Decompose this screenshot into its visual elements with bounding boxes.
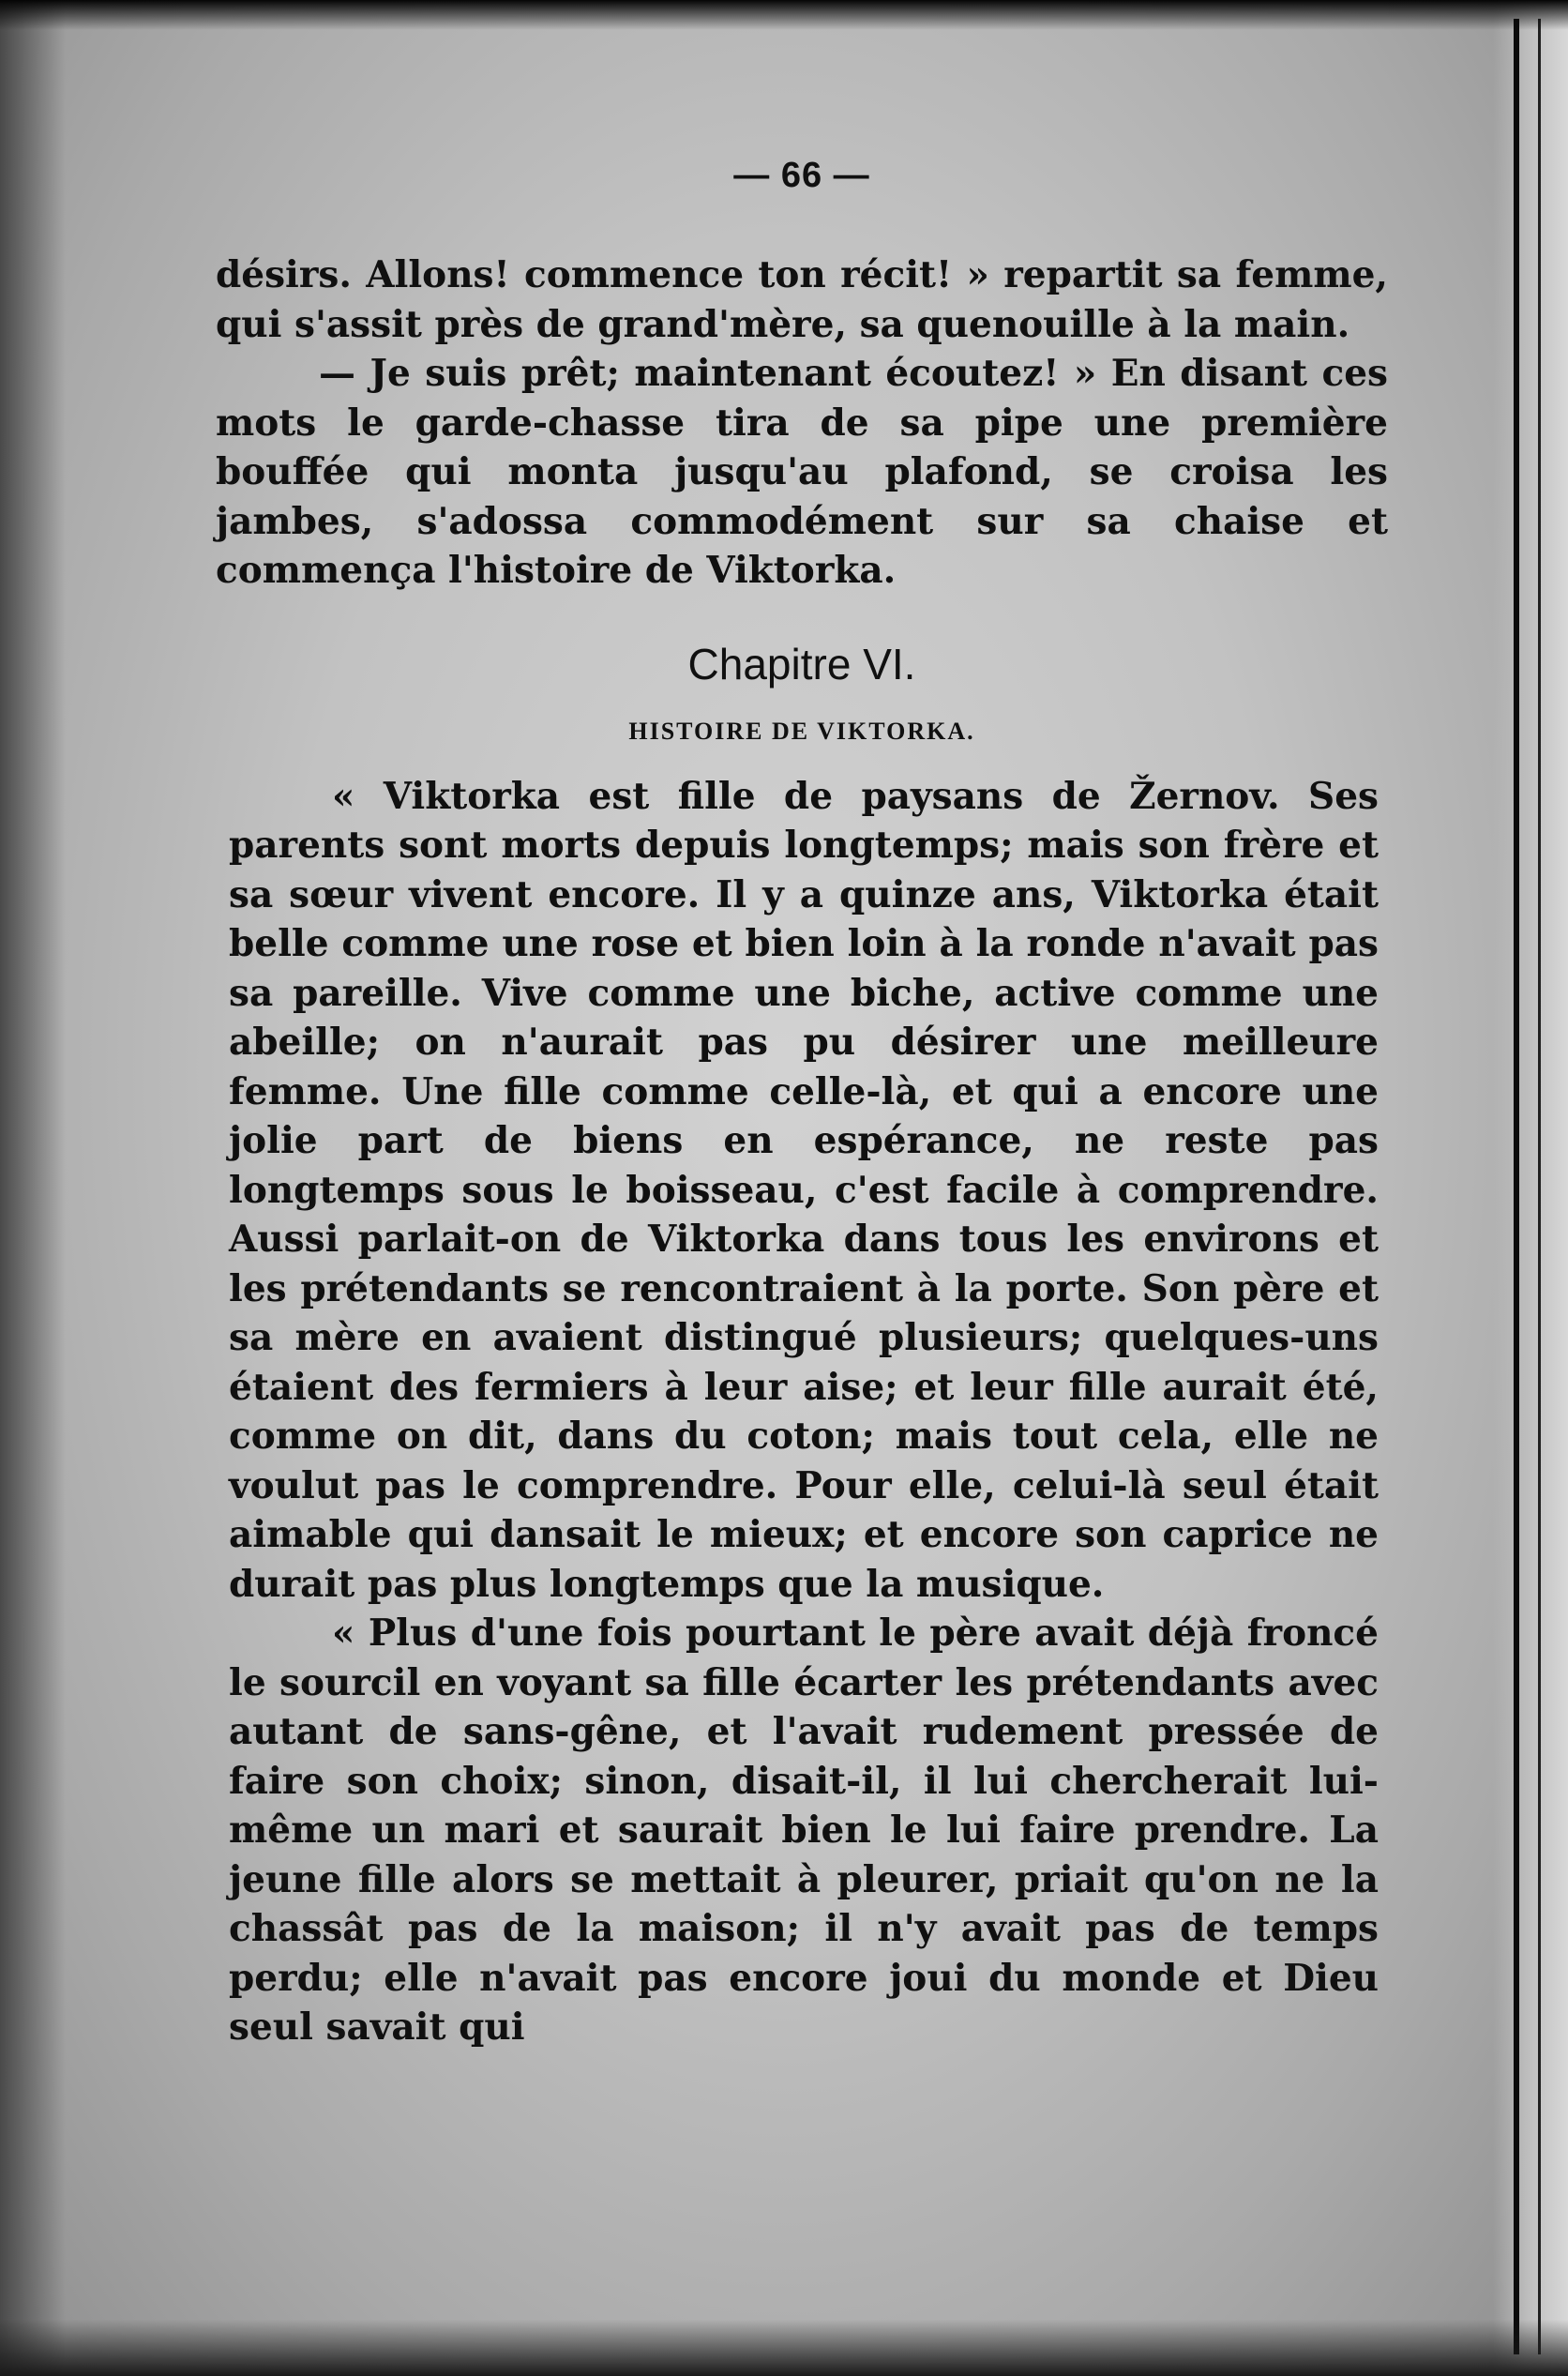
dialogue-paragraph: — Je suis prêt; maintenant écoutez! » En disant ces mots le garde-chasse tira de sa pipe une première bouffée qui monta jusqu'au plafond, se croisa les jambes, s'adossa commodément sur sa chaise et commença l'histoire de Viktorka. [216, 352, 1388, 592]
binding-edge-line [1514, 19, 1519, 2354]
binding-edge-line-thin [1538, 19, 1541, 2354]
page-shadow-left [0, 0, 66, 2376]
page-number: — 66 — [733, 156, 870, 195]
story-body [216, 772, 1379, 2052]
scan-border-top [0, 0, 1568, 30]
scan-border-bottom [0, 2320, 1568, 2376]
chapter-subtitle: HISTOIRE DE VIKTORKA. [628, 717, 975, 745]
chapter-title: Chapitre VI. [687, 639, 916, 689]
story-paragraph-2: « Plus d'une fois pourtant le père avait déjà froncé le sourcil en voyant sa fille écarter les prétendants avec autant de sans-gêne, et l'avait rudement pressée de faire son choix; sinon, disait-il, il lui chercherait lui-même un mari et saurait bien le lui faire prendre. La jeune fille alors se mettait à pleurer, priait qu'on ne la chassât pas de la maison; il n'y avait pas de temps perdu; elle n'avait pas encore joui du monde et Dieu seul savait qui [229, 1612, 1379, 2049]
page-edge-right [1493, 0, 1568, 2376]
opening-paragraph: désirs. Allons! commence ton récit! » repartit sa femme, qui s'assit près de grand'mère, sa quenouille à la main. [216, 253, 1388, 346]
story-paragraph-1: « Viktorka est fille de paysans de Žernov. Ses parents sont morts depuis longtemps; mais son frère et sa sœur vivent encore. Il y a quinze ans, Viktorka était belle comme une rose et bien loin à la ronde n'avait pas sa pareille. Vive comme une biche, active comme une abeille; on n'aurait pas pu désirer une meilleure femme. Une fille comme celle-là, et qui a encore une jolie part de biens en espérance, ne reste pas longtemps sous le boisseau, c'est facile à comprendre. Aussi parlait-on de Viktorka dans tous les environs et les prétendants se rencontraient à la porte. Son père et sa mère en avaient distingué plusieurs; quelques-uns étaient des fermiers à leur aise; et leur fille aurait été, comme on dit, dans du coton; mais tout cela, elle ne voulut pas le comprendre. Pour elle, celui-là seul était aimable qui dansait le mieux; et encore son caprice ne durait pas plus longtemps que la musique. [229, 774, 1379, 1606]
text-block [216, 141, 1388, 2052]
